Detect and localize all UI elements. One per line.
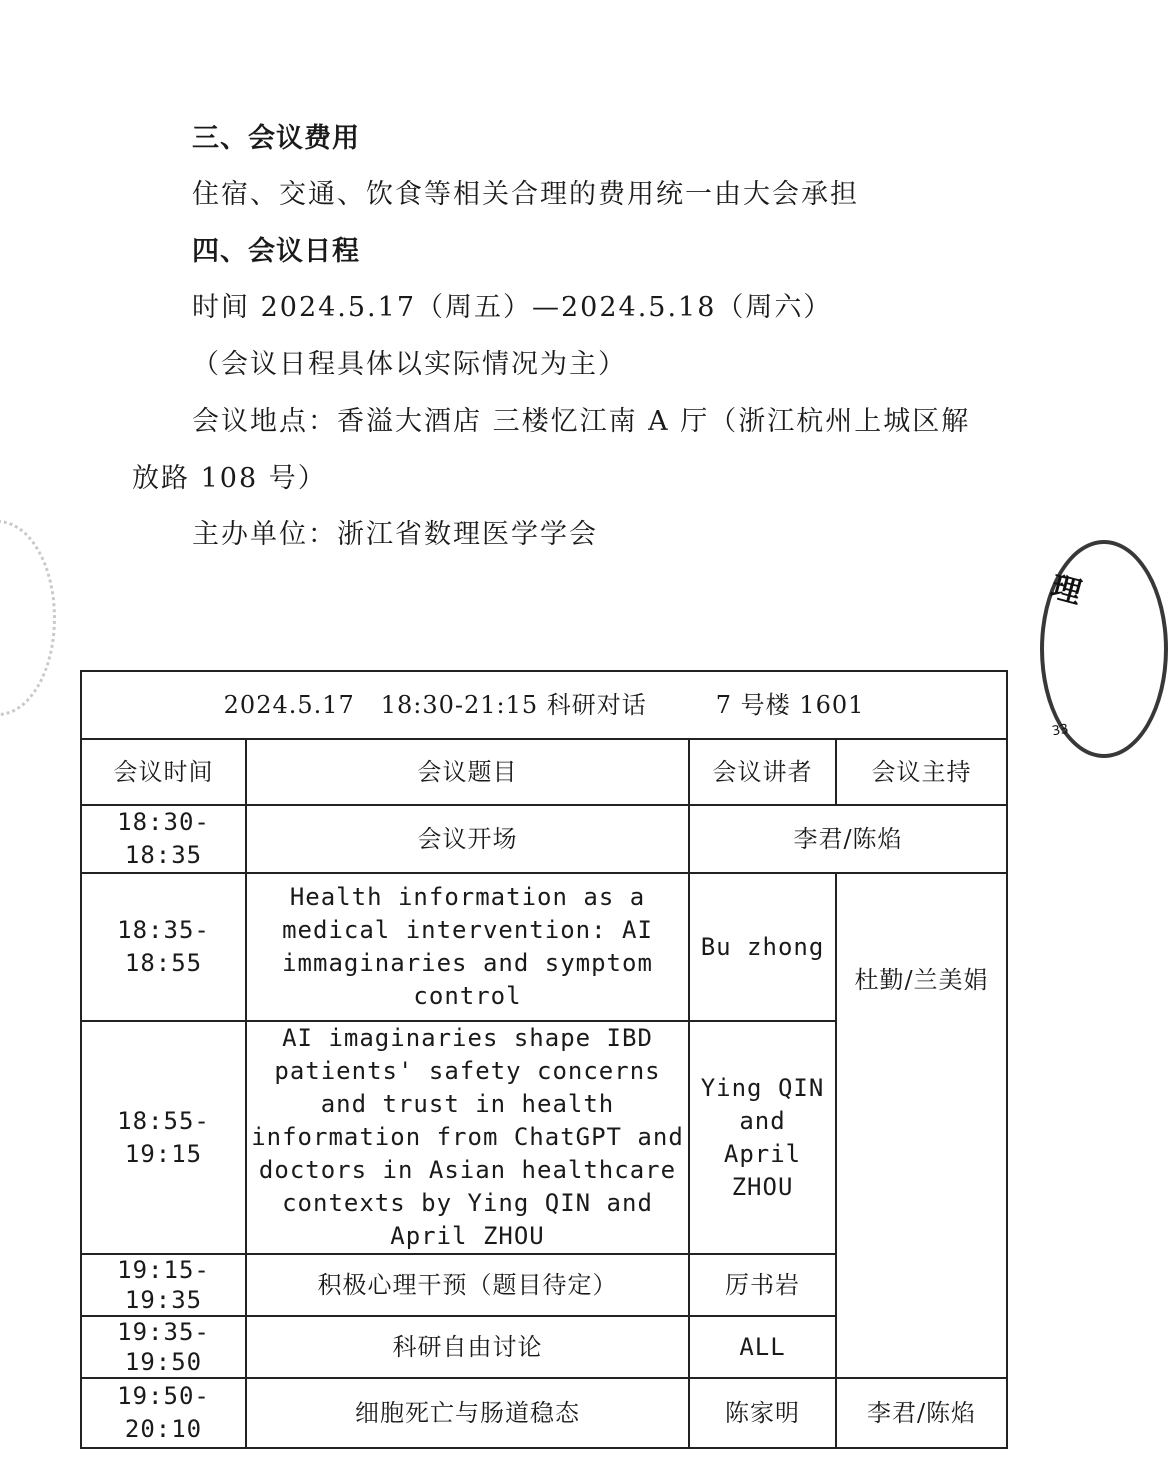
row-speaker: Ying QIN and April ZHOU	[689, 1021, 836, 1254]
schedule-title: 2024.5.17 18:30-21:15 科研对话 7 号楼 1601	[82, 672, 1006, 739]
row-topic: 会议开场	[246, 805, 689, 873]
row-time: 18:35-18:55	[82, 873, 246, 1021]
table-row	[82, 805, 1006, 873]
row-time: 19:35-19:50	[82, 1316, 246, 1378]
schedule-note: （会议日程具体以实际情况为主）	[192, 349, 627, 380]
row-speaker: ALL	[689, 1316, 836, 1378]
row-time: 19:15-19:35	[82, 1254, 246, 1316]
schedule-title-row	[82, 672, 1006, 739]
row-topic: 积极心理干预（题目待定）	[246, 1254, 689, 1316]
schedule-table	[80, 670, 1008, 1449]
seal-char: 理	[1047, 569, 1086, 612]
row-speaker: 厉书岩	[689, 1254, 836, 1316]
section3-body: 住宿、交通、饮食等相关合理的费用统一由大会承担	[192, 179, 859, 210]
table-row	[82, 1378, 1006, 1447]
venue-line-2: 放路 108 号）	[132, 463, 327, 494]
header-chair: 会议主持	[836, 739, 1006, 805]
section4-heading: 四、会议日程	[192, 236, 360, 267]
row-speaker: 陈家明	[689, 1378, 836, 1447]
row-time: 18:55-19:15	[82, 1021, 246, 1254]
row-time: 19:50-20:10	[82, 1378, 246, 1447]
row-topic: Health information as a medical intervention: AI immaginaries and symptom control	[246, 873, 689, 1021]
header-time: 会议时间	[82, 739, 246, 805]
row-topic: 细胞死亡与肠道稳态	[246, 1378, 689, 1447]
section3-heading: 三、会议费用	[192, 123, 360, 154]
header-row	[82, 739, 1006, 805]
schedule-time-line: 时间 2024.5.17（周五）—2024.5.18（周六）	[192, 292, 833, 323]
header-speaker: 会议讲者	[689, 739, 836, 805]
row-topic: 科研自由讨论	[246, 1316, 689, 1378]
row-chair: 李君/陈焰	[836, 1378, 1006, 1447]
official-seal-left	[0, 520, 56, 716]
table-row	[82, 873, 1006, 1021]
row-time: 18:30-18:35	[82, 805, 246, 873]
seal-number: 33	[1050, 721, 1070, 740]
venue-line-1: 会议地点：香溢大酒店 三楼忆江南 A 厅（浙江杭州上城区解	[192, 406, 971, 437]
merged-chair: 杜勤/兰美娟	[836, 873, 1006, 1378]
row-topic: AI imaginaries shape IBD patients' safety concerns and trust in health information from ChatGPT and doctors in Asian healthcare contexts by Ying QIN and April ZHOU	[246, 1021, 689, 1254]
header-topic: 会议题目	[246, 739, 689, 805]
row-speaker-chair: 李君/陈焰	[689, 805, 1006, 873]
row-speaker: Bu zhong	[689, 873, 836, 1021]
host-organization: 主办单位：浙江省数理医学学会	[192, 519, 598, 550]
